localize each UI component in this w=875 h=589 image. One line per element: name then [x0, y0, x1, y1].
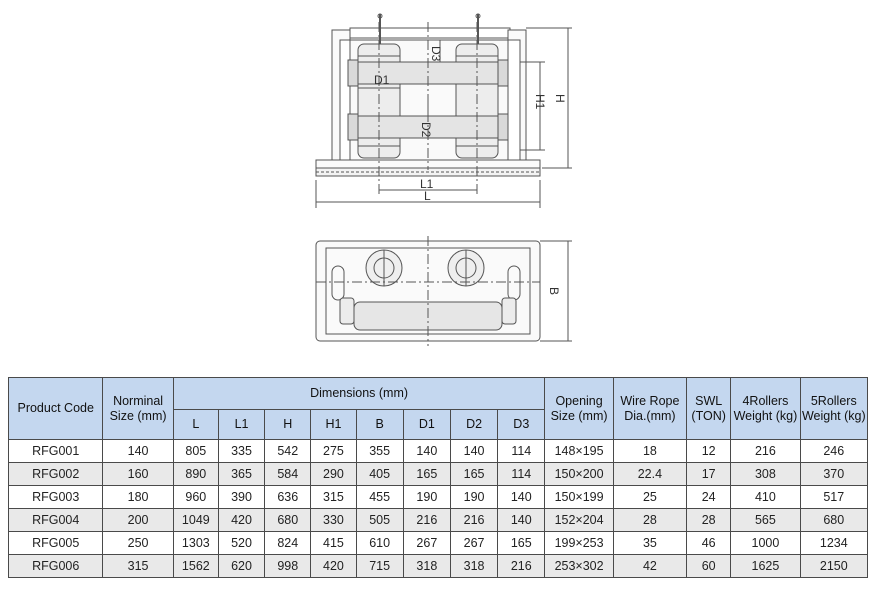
cell: 318: [450, 555, 497, 578]
cell: 715: [356, 555, 403, 578]
cell: 365: [218, 463, 264, 486]
cell: 405: [356, 463, 403, 486]
header-dim-d1: D1: [403, 410, 450, 440]
cell: 60: [687, 555, 731, 578]
label-d3: D3: [429, 46, 443, 62]
cell: 152×204: [545, 509, 613, 532]
cell: 140: [498, 486, 545, 509]
cell: 520: [218, 532, 264, 555]
label-h: H: [553, 94, 567, 103]
cell: 680: [265, 509, 311, 532]
cell: 35: [613, 532, 686, 555]
header-dimensions: Dimensions (mm): [173, 378, 545, 410]
cell: 267: [450, 532, 497, 555]
header-dim-b: B: [356, 410, 403, 440]
cell: 275: [311, 440, 356, 463]
cell: 42: [613, 555, 686, 578]
cell: 420: [218, 509, 264, 532]
header-4rollers-weight: 4Rollers Weight (kg): [731, 378, 800, 440]
cell: 165: [450, 463, 497, 486]
cell: 28: [687, 509, 731, 532]
cell: 200: [103, 509, 173, 532]
table-row: [9, 486, 868, 509]
cell: 584: [265, 463, 311, 486]
cell: 1625: [731, 555, 800, 578]
cell: 610: [356, 532, 403, 555]
cell: 140: [450, 440, 497, 463]
cell: 18: [613, 440, 686, 463]
cell: 250: [103, 532, 173, 555]
cell: 1049: [173, 509, 218, 532]
cell: 150×199: [545, 486, 613, 509]
cell: RFG005: [9, 532, 103, 555]
cell: 420: [311, 555, 356, 578]
cell: 22.4: [613, 463, 686, 486]
cell: 805: [173, 440, 218, 463]
cell: 517: [800, 486, 867, 509]
header-wire-rope: Wire Rope Dia.(mm): [613, 378, 686, 440]
cell: 1303: [173, 532, 218, 555]
spec-table: [8, 377, 868, 578]
cell: 25: [613, 486, 686, 509]
cell: 620: [218, 555, 264, 578]
cell: 267: [403, 532, 450, 555]
cell: 190: [450, 486, 497, 509]
cell: RFG002: [9, 463, 103, 486]
cell: 114: [498, 463, 545, 486]
cell: 246: [800, 440, 867, 463]
cell: 315: [311, 486, 356, 509]
label-h1: H1: [533, 94, 547, 110]
cell: 680: [800, 509, 867, 532]
label-d2: D2: [419, 122, 433, 138]
table-row: [9, 463, 868, 486]
header-opening-size: Opening Size (mm): [545, 378, 613, 440]
cell: RFG001: [9, 440, 103, 463]
cell: 890: [173, 463, 218, 486]
cell: 140: [403, 440, 450, 463]
cell: 1562: [173, 555, 218, 578]
cell: 415: [311, 532, 356, 555]
cell: 960: [173, 486, 218, 509]
cell: 824: [265, 532, 311, 555]
table-row: [9, 532, 868, 555]
cell: RFG006: [9, 555, 103, 578]
cell: 150×200: [545, 463, 613, 486]
table-row: [9, 509, 868, 532]
cell: 355: [356, 440, 403, 463]
cell: 1234: [800, 532, 867, 555]
cell: 160: [103, 463, 173, 486]
label-l: L: [424, 189, 431, 203]
header-dim-l: L: [173, 410, 218, 440]
cell: 12: [687, 440, 731, 463]
header-dim-d3: D3: [498, 410, 545, 440]
header-5rollers-weight: 5Rollers Weight (kg): [800, 378, 867, 440]
cell: 315: [103, 555, 173, 578]
cell: RFG003: [9, 486, 103, 509]
cell: 455: [356, 486, 403, 509]
cell: 318: [403, 555, 450, 578]
cell: 1000: [731, 532, 800, 555]
cell: 335: [218, 440, 264, 463]
cell: 199×253: [545, 532, 613, 555]
cell: 28: [613, 509, 686, 532]
header-swl: SWL (TON): [687, 378, 731, 440]
cell: 46: [687, 532, 731, 555]
label-d1: D1: [374, 73, 390, 87]
cell: 216: [498, 555, 545, 578]
cell: 505: [356, 509, 403, 532]
header-dim-l1: L1: [218, 410, 264, 440]
cell: 290: [311, 463, 356, 486]
table-row: [9, 440, 868, 463]
top-view: [316, 236, 572, 346]
cell: RFG004: [9, 509, 103, 532]
cell: 216: [403, 509, 450, 532]
label-b: B: [547, 287, 561, 296]
cell: 165: [403, 463, 450, 486]
header-nominal-size: Norminal Size (mm): [103, 378, 173, 440]
label-l1: L1: [420, 177, 434, 191]
header-dim-h1: H1: [311, 410, 356, 440]
cell: 140: [498, 509, 545, 532]
cell: 216: [450, 509, 497, 532]
cell: 114: [498, 440, 545, 463]
cell: 565: [731, 509, 800, 532]
cell: 180: [103, 486, 173, 509]
cell: 17: [687, 463, 731, 486]
cell: 330: [311, 509, 356, 532]
front-view: [316, 14, 572, 208]
cell: 140: [103, 440, 173, 463]
cell: 216: [731, 440, 800, 463]
cell: 253×302: [545, 555, 613, 578]
cell: 998: [265, 555, 311, 578]
header-product-code: Product Code: [9, 378, 103, 440]
table-row: [9, 555, 868, 578]
cell: 410: [731, 486, 800, 509]
cell: 542: [265, 440, 311, 463]
header-dim-d2: D2: [450, 410, 497, 440]
cell: 190: [403, 486, 450, 509]
cell: 370: [800, 463, 867, 486]
cell: 308: [731, 463, 800, 486]
cell: 2150: [800, 555, 867, 578]
cell: 24: [687, 486, 731, 509]
cell: 148×195: [545, 440, 613, 463]
cell: 165: [498, 532, 545, 555]
cell: 390: [218, 486, 264, 509]
cell: 636: [265, 486, 311, 509]
header-dim-h: H: [265, 410, 311, 440]
